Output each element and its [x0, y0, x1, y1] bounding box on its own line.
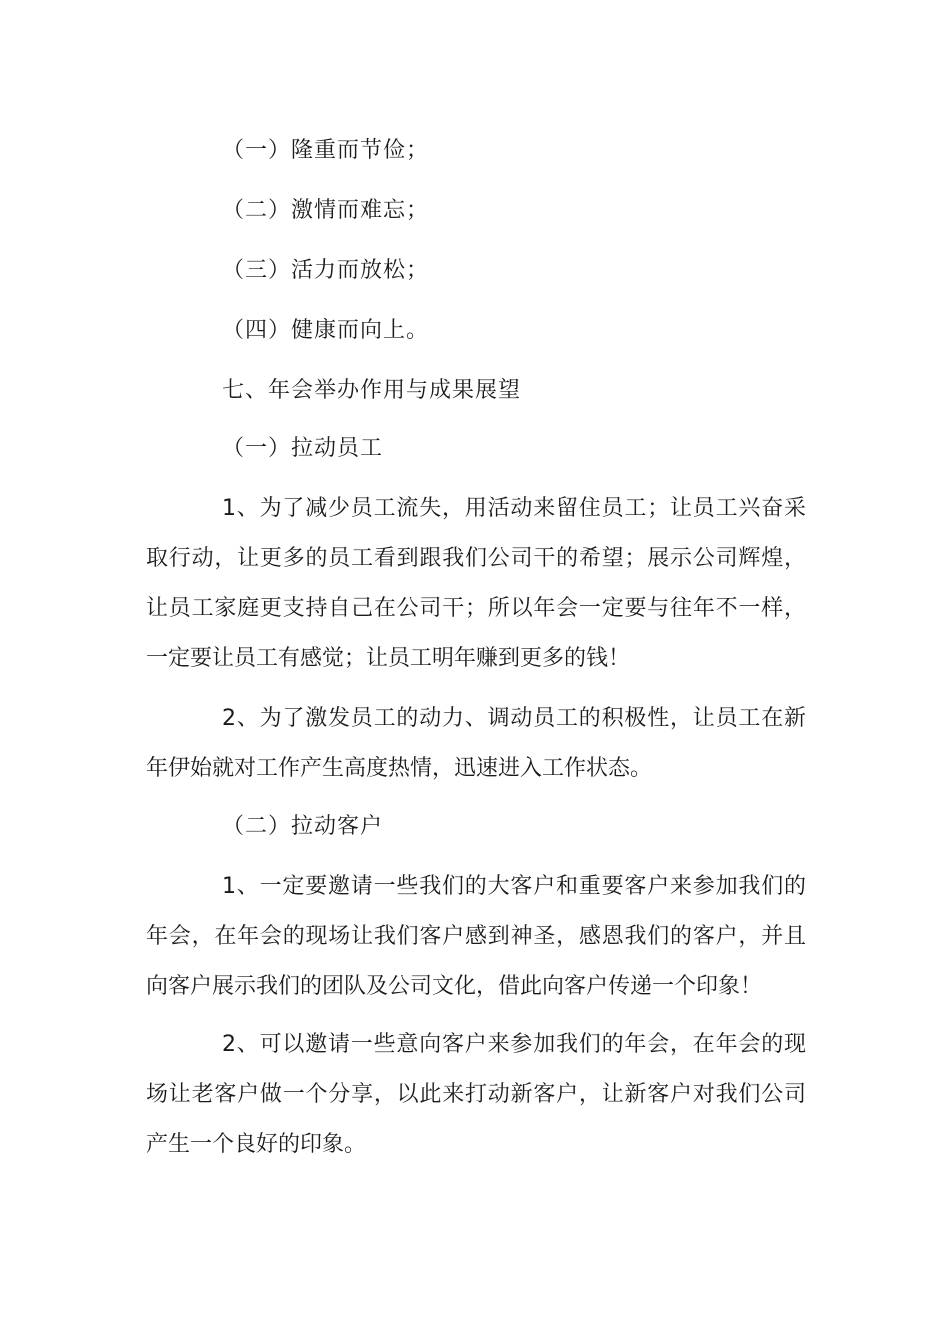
subsection-2-heading: （二）拉动客户: [222, 814, 384, 839]
paragraph-line: 让员工家庭更支持自己在公司干；所以年会一定要与往年不一样，: [146, 596, 806, 621]
paragraph-line: 2、可以邀请一些意向客户来参加我们的年会，在年会的现: [222, 1032, 806, 1057]
subsection-1-heading: （一）拉动员工: [222, 436, 384, 461]
principle-4: （四）健康而向上。: [222, 318, 430, 343]
principle-1: （一）隆重而节俭；: [222, 138, 430, 163]
paragraph-line: 一定要让员工有感觉；让员工明年赚到更多的钱！: [146, 646, 631, 671]
paragraph-line: 1、为了减少员工流失，用活动来留住员工；让员工兴奋采: [222, 496, 806, 521]
principle-3: （三）活力而放松；: [222, 258, 430, 283]
paragraph-line: 1、一定要邀请一些我们的大客户和重要客户来参加我们的: [222, 874, 806, 899]
principle-2: （二）激情而难忘；: [222, 198, 430, 223]
paragraph-line: 取行动，让更多的员工看到跟我们公司干的希望；展示公司辉煌，: [146, 546, 806, 571]
paragraph-line: 场让老客户做一个分享，以此来打动新客户，让新客户对我们公司: [146, 1082, 806, 1107]
paragraph-line: 2、为了激发员工的动力、调动员工的积极性，让员工在新: [222, 706, 806, 731]
paragraph-line: 产生一个良好的印象。: [146, 1132, 367, 1157]
paragraph-line: 向客户展示我们的团队及公司文化，借此向客户传递一个印象！: [146, 974, 763, 999]
paragraph-line: 年伊始就对工作产生高度热情，迅速进入工作状态。: [146, 756, 653, 781]
paragraph-line: 年会，在年会的现场让我们客户感到神圣，感恩我们的客户，并且: [146, 924, 806, 949]
section-heading: 七、年会举办作用与成果展望: [222, 378, 522, 403]
